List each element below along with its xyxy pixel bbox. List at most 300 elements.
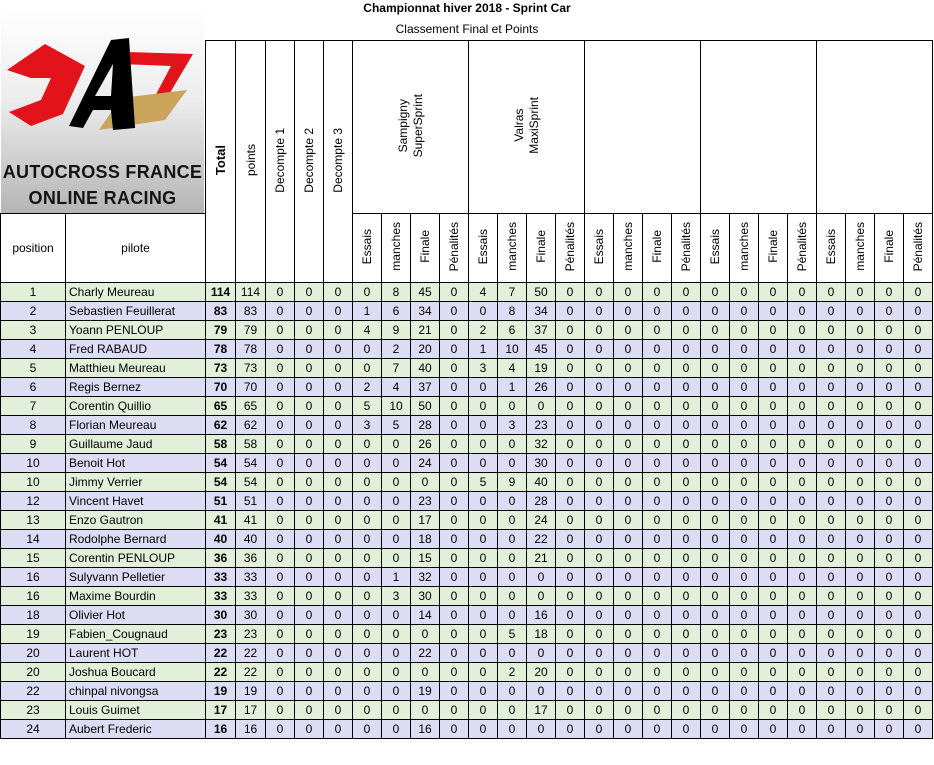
position-cell: 6 [1,378,66,397]
score-cell: 0 [556,378,585,397]
score-cell: 20 [411,340,440,359]
points-cell: 23 [236,625,266,644]
decompte-cell: 0 [266,378,295,397]
points-cell: 73 [236,359,266,378]
event-header-4 [701,41,817,214]
score-cell: 0 [817,587,846,606]
score-cell: 0 [701,416,730,435]
points-cell: 19 [236,682,266,701]
decompte-cell: 0 [295,340,324,359]
score-cell: 0 [672,397,701,416]
decompte-cell: 0 [295,720,324,739]
score-cell: 0 [730,606,759,625]
score-cell: 0 [759,435,788,454]
score-cell: 16 [527,606,556,625]
decompte-cell: 0 [295,359,324,378]
decompte-cell: 0 [266,587,295,606]
score-cell: 0 [759,701,788,720]
score-cell: 0 [440,321,469,340]
pilote-cell: chinpal nivongsa [66,682,206,701]
decompte-cell: 0 [266,492,295,511]
score-cell: 0 [875,359,904,378]
score-cell: 10 [498,340,527,359]
score-cell: 0 [701,340,730,359]
table-row [1,587,933,606]
score-cell: 0 [817,473,846,492]
score-cell: 0 [556,321,585,340]
score-cell: 18 [411,530,440,549]
score-cell: 0 [730,587,759,606]
score-cell: 0 [440,454,469,473]
pilote-header: pilote [66,214,206,283]
score-cell: 0 [672,340,701,359]
score-cell: 0 [759,606,788,625]
decompte-cell: 0 [295,511,324,530]
score-cell: 0 [788,321,817,340]
score-cell: 0 [556,587,585,606]
score-cell: 0 [498,701,527,720]
sub-header: Essais [353,214,382,283]
score-cell: 0 [614,511,643,530]
score-cell: 0 [788,302,817,321]
score-cell: 0 [672,530,701,549]
score-cell: 0 [701,530,730,549]
score-cell: 6 [382,302,411,321]
sub-header: Essais [817,214,846,283]
pilote-cell: Rodolphe Bernard [66,530,206,549]
points-cell: 54 [236,454,266,473]
decompte-cell: 0 [266,435,295,454]
score-cell: 0 [614,644,643,663]
decompte-cell: 0 [324,606,353,625]
score-cell: 0 [672,416,701,435]
score-cell: 0 [875,454,904,473]
score-cell: 0 [788,568,817,587]
score-cell: 0 [411,663,440,682]
score-cell: 0 [585,530,614,549]
score-cell: 0 [440,397,469,416]
score-cell: 0 [846,644,875,663]
score-cell: 0 [556,283,585,302]
score-cell: 0 [701,682,730,701]
pilote-cell: Charly Meureau [66,283,206,302]
pilote-cell: Matthieu Meureau [66,359,206,378]
position-cell: 16 [1,568,66,587]
score-cell: 0 [614,359,643,378]
score-cell: 0 [643,549,672,568]
score-cell: 0 [614,435,643,454]
decompte-2-header: Decompte 2 [295,41,324,283]
score-cell: 0 [875,283,904,302]
score-cell: 0 [585,359,614,378]
score-cell: 0 [846,701,875,720]
decompte-cell: 0 [295,321,324,340]
score-cell: 0 [643,606,672,625]
sub-header: Finale [527,214,556,283]
score-cell: 0 [672,435,701,454]
total-cell: 22 [206,663,236,682]
score-cell: 0 [498,720,527,739]
total-cell: 65 [206,397,236,416]
pilote-cell: Guillaume Jaud [66,435,206,454]
score-cell: 0 [382,454,411,473]
score-cell: 0 [701,473,730,492]
score-cell: 0 [440,644,469,663]
score-cell: 10 [382,397,411,416]
score-cell: 0 [904,644,933,663]
score-cell: 0 [701,454,730,473]
score-cell: 0 [904,454,933,473]
score-cell: 8 [498,302,527,321]
score-cell: 0 [730,283,759,302]
score-cell: 0 [846,321,875,340]
score-cell: 0 [469,492,498,511]
score-cell: 0 [875,473,904,492]
score-cell: 1 [353,302,382,321]
score-cell: 0 [614,473,643,492]
score-cell: 0 [672,682,701,701]
table-row [1,625,933,644]
score-cell: 0 [817,340,846,359]
score-cell: 0 [730,435,759,454]
score-cell: 0 [469,302,498,321]
pilote-cell: Enzo Gautron [66,511,206,530]
score-cell: 0 [382,492,411,511]
score-cell: 0 [701,397,730,416]
score-cell: 0 [440,283,469,302]
score-cell: 0 [353,644,382,663]
score-cell: 0 [614,568,643,587]
score-cell: 0 [643,473,672,492]
score-cell: 0 [672,473,701,492]
score-cell: 0 [556,397,585,416]
points-cell: 114 [236,283,266,302]
decompte-cell: 0 [324,568,353,587]
decompte-cell: 0 [295,435,324,454]
score-cell: 0 [817,606,846,625]
score-cell: 0 [498,568,527,587]
score-cell: 0 [788,720,817,739]
score-cell: 3 [498,416,527,435]
score-cell: 0 [440,378,469,397]
score-cell: 0 [875,378,904,397]
score-cell: 21 [411,321,440,340]
score-cell: 0 [788,473,817,492]
score-cell: 0 [788,663,817,682]
score-cell: 0 [585,568,614,587]
score-cell: 0 [527,568,556,587]
score-cell: 0 [556,663,585,682]
score-cell: 0 [788,682,817,701]
table-row [1,340,933,359]
decompte-cell: 0 [266,454,295,473]
decompte-cell: 0 [266,606,295,625]
score-cell: 0 [846,625,875,644]
score-cell: 0 [846,340,875,359]
sub-header: manches [382,214,411,283]
score-cell: 7 [498,283,527,302]
score-cell: 0 [469,435,498,454]
table-row [1,511,933,530]
score-cell: 4 [469,283,498,302]
score-cell: 0 [730,568,759,587]
score-cell: 0 [846,435,875,454]
score-cell: 15 [411,549,440,568]
score-cell: 0 [759,321,788,340]
score-cell: 0 [556,720,585,739]
score-cell: 0 [556,701,585,720]
score-cell: 0 [672,283,701,302]
score-cell: 0 [846,454,875,473]
score-cell: 24 [411,454,440,473]
position-cell: 18 [1,606,66,625]
decompte-cell: 0 [324,720,353,739]
score-cell: 23 [411,492,440,511]
score-cell: 0 [788,340,817,359]
decompte-cell: 0 [266,644,295,663]
score-cell: 0 [382,644,411,663]
total-cell: 73 [206,359,236,378]
score-cell: 0 [614,283,643,302]
score-cell: 0 [875,492,904,511]
table-row [1,549,933,568]
score-cell: 0 [875,663,904,682]
score-cell: 0 [382,530,411,549]
decompte-cell: 0 [295,663,324,682]
brand-line-2: ONLINE RACING [28,188,177,208]
score-cell: 0 [875,340,904,359]
table-row [1,720,933,739]
score-cell: 0 [730,473,759,492]
decompte-cell: 0 [266,473,295,492]
pilote-cell: Sebastien Feuillerat [66,302,206,321]
score-cell: 0 [556,340,585,359]
score-cell: 0 [701,625,730,644]
total-cell: 36 [206,549,236,568]
score-cell: 8 [382,283,411,302]
total-cell: 33 [206,587,236,606]
score-cell: 0 [382,606,411,625]
points-cell: 62 [236,416,266,435]
score-cell: 0 [614,416,643,435]
decompte-cell: 0 [266,530,295,549]
score-cell: 0 [614,454,643,473]
score-cell: 0 [759,492,788,511]
score-cell: 0 [498,397,527,416]
score-cell: 45 [527,340,556,359]
decompte-cell: 0 [295,644,324,663]
score-cell: 0 [440,625,469,644]
score-cell: 0 [672,625,701,644]
pilote-cell: Aubert Frederic [66,720,206,739]
position-cell: 24 [1,720,66,739]
decompte-cell: 0 [266,416,295,435]
score-cell: 0 [585,321,614,340]
score-cell: 0 [440,473,469,492]
event-header-3 [585,41,701,214]
sub-header: Finale [875,214,904,283]
score-cell: 0 [411,473,440,492]
position-cell: 8 [1,416,66,435]
table-row [1,416,933,435]
score-cell: 0 [585,644,614,663]
score-cell: 28 [411,416,440,435]
decompte-cell: 0 [324,283,353,302]
score-cell: 0 [817,378,846,397]
score-cell: 0 [643,568,672,587]
score-cell: 0 [556,302,585,321]
score-cell: 0 [643,321,672,340]
table-row [1,473,933,492]
decompte-cell: 0 [324,454,353,473]
decompte-cell: 0 [324,378,353,397]
score-cell: 0 [846,720,875,739]
score-cell: 0 [440,663,469,682]
score-cell: 0 [846,511,875,530]
total-cell: 22 [206,644,236,663]
total-cell: 58 [206,435,236,454]
score-cell: 9 [382,321,411,340]
score-cell: 5 [498,625,527,644]
score-cell: 0 [875,397,904,416]
score-cell: 6 [498,321,527,340]
decompte-cell: 0 [324,701,353,720]
score-cell: 0 [440,340,469,359]
position-cell: 16 [1,587,66,606]
score-cell: 0 [498,606,527,625]
score-cell: 0 [643,454,672,473]
points-cell: 40 [236,530,266,549]
subtitle-row [1,20,933,41]
score-cell: 0 [353,682,382,701]
decompte-cell: 0 [295,378,324,397]
score-cell: 0 [585,587,614,606]
score-cell: 0 [353,549,382,568]
score-cell: 0 [701,435,730,454]
score-cell: 0 [614,606,643,625]
score-cell: 18 [527,625,556,644]
score-cell: 0 [817,359,846,378]
score-cell: 0 [759,283,788,302]
pilote-cell: Sulyvann Pelletier [66,568,206,587]
table-row [1,397,933,416]
pilote-cell: Joshua Boucard [66,663,206,682]
sub-header: Essais [701,214,730,283]
score-cell: 0 [643,511,672,530]
sub-header: Finale [643,214,672,283]
score-cell: 0 [788,435,817,454]
page-subtitle: Classement Final et Points [395,22,539,36]
sub-header: Essais [585,214,614,283]
score-cell: 0 [788,625,817,644]
score-cell: 0 [440,682,469,701]
score-cell: 0 [643,359,672,378]
table-row [1,378,933,397]
score-cell: 24 [527,511,556,530]
score-cell: 9 [498,473,527,492]
score-cell: 0 [904,340,933,359]
score-cell: 0 [498,644,527,663]
score-cell: 0 [904,682,933,701]
table-row [1,606,933,625]
score-cell: 0 [817,682,846,701]
score-cell: 19 [411,682,440,701]
points-cell: 54 [236,473,266,492]
score-cell: 0 [846,359,875,378]
score-cell: 0 [498,682,527,701]
decompte-cell: 0 [295,701,324,720]
total-header: Total [206,41,236,283]
score-cell: 0 [643,378,672,397]
score-cell: 4 [382,378,411,397]
decompte-cell: 0 [324,587,353,606]
decompte-cell: 0 [324,492,353,511]
decompte-cell: 0 [266,340,295,359]
score-cell: 5 [382,416,411,435]
score-cell: 0 [701,302,730,321]
decompte-cell: 0 [324,340,353,359]
score-cell: 32 [527,435,556,454]
score-cell: 0 [614,682,643,701]
score-cell: 0 [469,682,498,701]
score-cell: 0 [353,606,382,625]
score-cell: 0 [614,530,643,549]
score-cell: 34 [411,302,440,321]
score-cell: 0 [614,625,643,644]
score-cell: 0 [440,359,469,378]
sub-header: manches [498,214,527,283]
sub-header: manches [614,214,643,283]
score-cell: 45 [411,283,440,302]
sub-header: Pénalités [904,214,933,283]
decompte-cell: 0 [324,511,353,530]
decompte-cell: 0 [295,283,324,302]
score-cell: 0 [469,720,498,739]
points-cell: 22 [236,663,266,682]
total-cell: 33 [206,568,236,587]
decompte-cell: 0 [266,663,295,682]
score-cell: 0 [904,378,933,397]
score-cell: 0 [469,606,498,625]
score-cell: 0 [556,454,585,473]
score-cell: 0 [440,549,469,568]
score-cell: 0 [759,359,788,378]
decompte-cell: 0 [324,435,353,454]
score-cell: 0 [614,663,643,682]
score-cell: 0 [730,454,759,473]
score-cell: 0 [440,606,469,625]
score-cell: 0 [498,530,527,549]
points-cell: 17 [236,701,266,720]
score-cell: 0 [440,530,469,549]
score-cell: 0 [672,454,701,473]
score-cell: 0 [672,701,701,720]
score-cell: 0 [904,663,933,682]
score-cell: 0 [527,682,556,701]
score-cell: 0 [353,454,382,473]
score-cell: 0 [614,587,643,606]
decompte-cell: 0 [266,302,295,321]
score-cell: 0 [498,511,527,530]
score-cell: 0 [469,644,498,663]
score-cell: 32 [411,568,440,587]
score-cell: 0 [556,473,585,492]
score-cell: 0 [701,549,730,568]
score-cell: 0 [643,283,672,302]
decompte-cell: 0 [324,416,353,435]
score-cell: 0 [643,302,672,321]
score-cell: 0 [353,568,382,587]
